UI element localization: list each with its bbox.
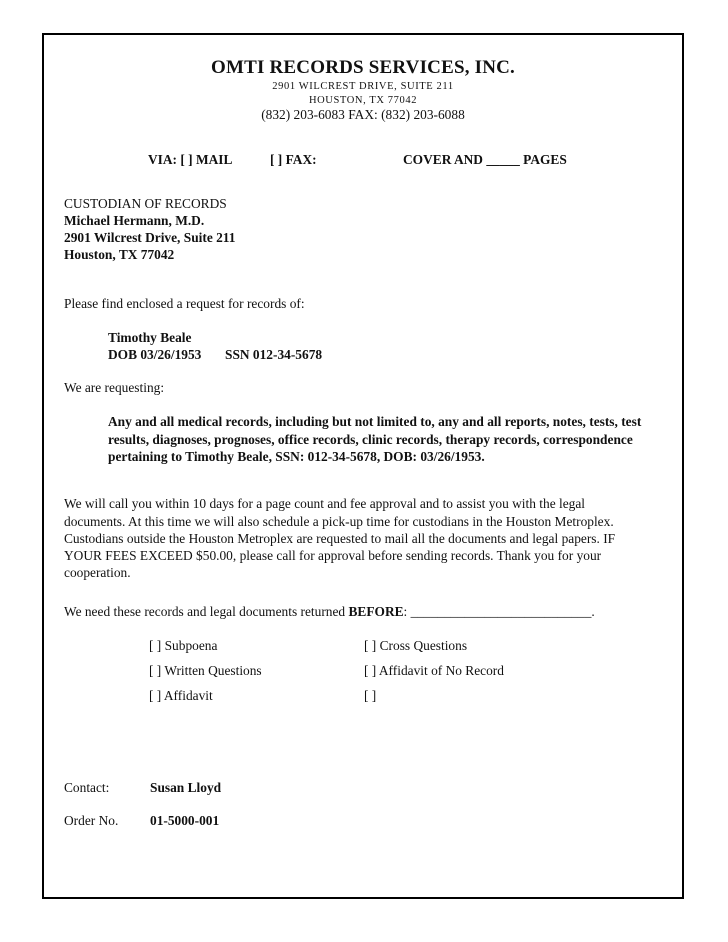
via-mail-checkbox[interactable]: VIA: [ ] MAIL: [148, 152, 233, 167]
checkbox-cross-questions[interactable]: [ ] Cross Questions: [364, 638, 468, 653]
request-details: Any and all medical records, including but not limited to, any and all reports, notes, tests, test results, diagnoses, prognoses, office records, clinic records, therapy records, correspondence pertaining to Timothy Beale, SSN: 012-34-5678, DOB: 03/26/1953.: [108, 414, 642, 464]
notice-line-2: documents. At this time we will also schedule a pick-up time for custodians in the Houston Metroplex.: [64, 514, 614, 529]
patient-name: Timothy Beale: [108, 330, 192, 345]
patient-ssn: SSN 012-34-5678: [225, 347, 323, 362]
company-name: OMTI RECORDS SERVICES, INC.: [210, 57, 516, 78]
company-phone-fax: (832) 203-6083 FAX: (832) 203-6088: [261, 107, 465, 122]
notice-line-5: cooperation.: [64, 565, 131, 580]
via-fax-checkbox[interactable]: [ ] FAX:: [270, 152, 317, 167]
requesting-label: We are requesting:: [64, 380, 165, 395]
checkbox-blank[interactable]: [ ]: [364, 688, 377, 703]
recipient-name: Michael Hermann, M.D.: [64, 213, 205, 228]
recipient-street: 2901 Wilcrest Drive, Suite 211: [64, 230, 236, 245]
contact-name: Susan Lloyd: [150, 780, 222, 795]
checkbox-subpoena[interactable]: [ ] Subpoena: [149, 638, 218, 653]
notice-line-3: Custodians outside the Houston Metroplex are requested to mail all the documents and legal papers. IF: [64, 531, 616, 546]
request-intro: Please find enclosed a request for records of:: [64, 296, 305, 311]
checkbox-affidavit[interactable]: [ ] Affidavit: [149, 688, 213, 703]
document-border: [42, 33, 684, 899]
checkbox-affidavit-no-record[interactable]: [ ] Affidavit of No Record: [364, 663, 504, 678]
cover-pages-field: COVER AND _____ PAGES: [403, 152, 567, 167]
order-number: 01-5000-001: [150, 813, 220, 828]
checkbox-written-questions[interactable]: [ ] Written Questions: [149, 663, 262, 678]
recipient-city: Houston, TX 77042: [64, 247, 175, 262]
order-number-label: Order No.: [64, 813, 119, 828]
notice-line-1: We will call you within 10 days for a page count and fee approval and to assist you with the legal: [64, 496, 586, 511]
recipient-role: CUSTODIAN OF RECORDS: [64, 196, 227, 211]
company-address-line1: 2901 WILCREST DRIVE, SUITE 211: [272, 81, 454, 92]
contact-label: Contact:: [64, 780, 110, 795]
return-prefix: We need these records and legal documents returned: [64, 604, 349, 619]
return-before-line: [64, 604, 595, 620]
return-date-blank[interactable]: : ___________________________.: [403, 604, 595, 619]
patient-dob: DOB 03/26/1953: [108, 347, 202, 362]
return-before-label: BEFORE: [348, 604, 404, 619]
notice-line-4: YOUR FEES EXCEED $50.00, please call for approval before sending records. Thank you for your: [64, 548, 602, 563]
company-address-line2: HOUSTON, TX 77042: [308, 95, 418, 106]
